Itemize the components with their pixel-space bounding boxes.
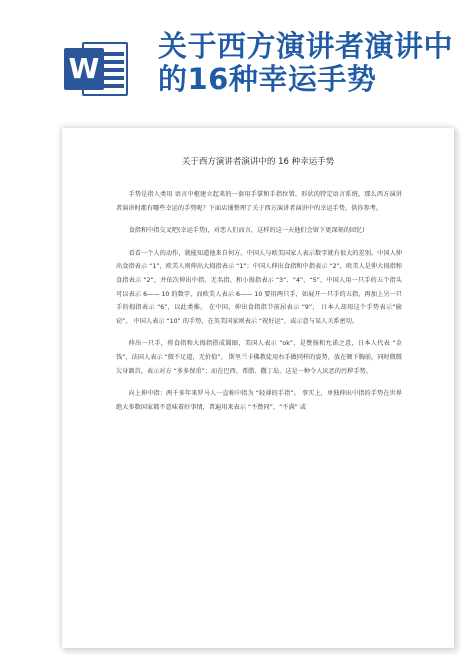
document-heading: 关于西方演讲者演讲中的 16 种幸运手势	[181, 157, 335, 167]
paragraph-3: 看看一个人的动作，就能知道他来自何方。中国人与欧美国家人表示数字就有很大的差别。中国人伸出食指表示 “1”，欧美人则伸出大拇指表示 “1”；中国人伸出食指和中指表示 “2”，欧美人是伸大拇指和食指表示 “2”，并依次伸出中指、无名指、和小拇指表示 “3”、“4”、“5”，中国人用一只手的五个指头可以表示 6—— 10 的数字，而欧美人表示 6—— 10 要用两只手，如展开一只手的五指，再加上另一只手的拇指表示 “6”，以此类推。 在中国，伸出食指指节前屈表示 “9”， 日本人却用这个手势表示“偷窃”。 中国人表示 “10” 的手势，在英美国家则表示 “祝好运”，或示意与某人关系密切。	[116, 249, 402, 325]
word-icon	[64, 38, 130, 98]
paragraph-2: 食指和中指交叉吧(幸运手势)，对恋人们而言，这样的这一天他们会留下更深刻的回忆!	[128, 227, 365, 235]
paragraph-5: 向上伸中指：两千多年来罗马人一直称中指为 “轻薄的手指”。 事实上，单独伸出中指的手势在世界绝大多数国家都不意味着好事情，普遍用来表示 “不赞同”、“不满” 或	[116, 390, 402, 411]
paragraph-1: 手势是指人类用 语言中枢建立起来的一套用手掌和手指位置、形状的特定语言系统。那么西方演讲者演讲时都有哪些幸运的手势呢？下面店铺整理了关于西方演讲者演讲中的幸运手势，供你参考。	[116, 191, 402, 212]
paragraph-4: 伸出一只手，将食指和大拇指搭成圆圈，美国人表示 “ok”，是赞扬和允诺之意，日本人代表 “金钱”，法国人表示 “微不足道，无价值”。 斯里兰卡佛教徒用右手做同样的姿势，放在颏下胸前，同时微微欠身颔首，表示对方 “多多保重”；而在巴西、希腊、撒丁岛，这是一种令人厌恶的污秽手势。	[116, 340, 402, 375]
document-page	[62, 128, 454, 648]
word-icon-plate: W	[64, 48, 104, 90]
banner	[0, 0, 474, 112]
document-body	[116, 188, 402, 423]
banner-title: 关于西方演讲者演讲中的16种幸运手势	[158, 29, 454, 96]
